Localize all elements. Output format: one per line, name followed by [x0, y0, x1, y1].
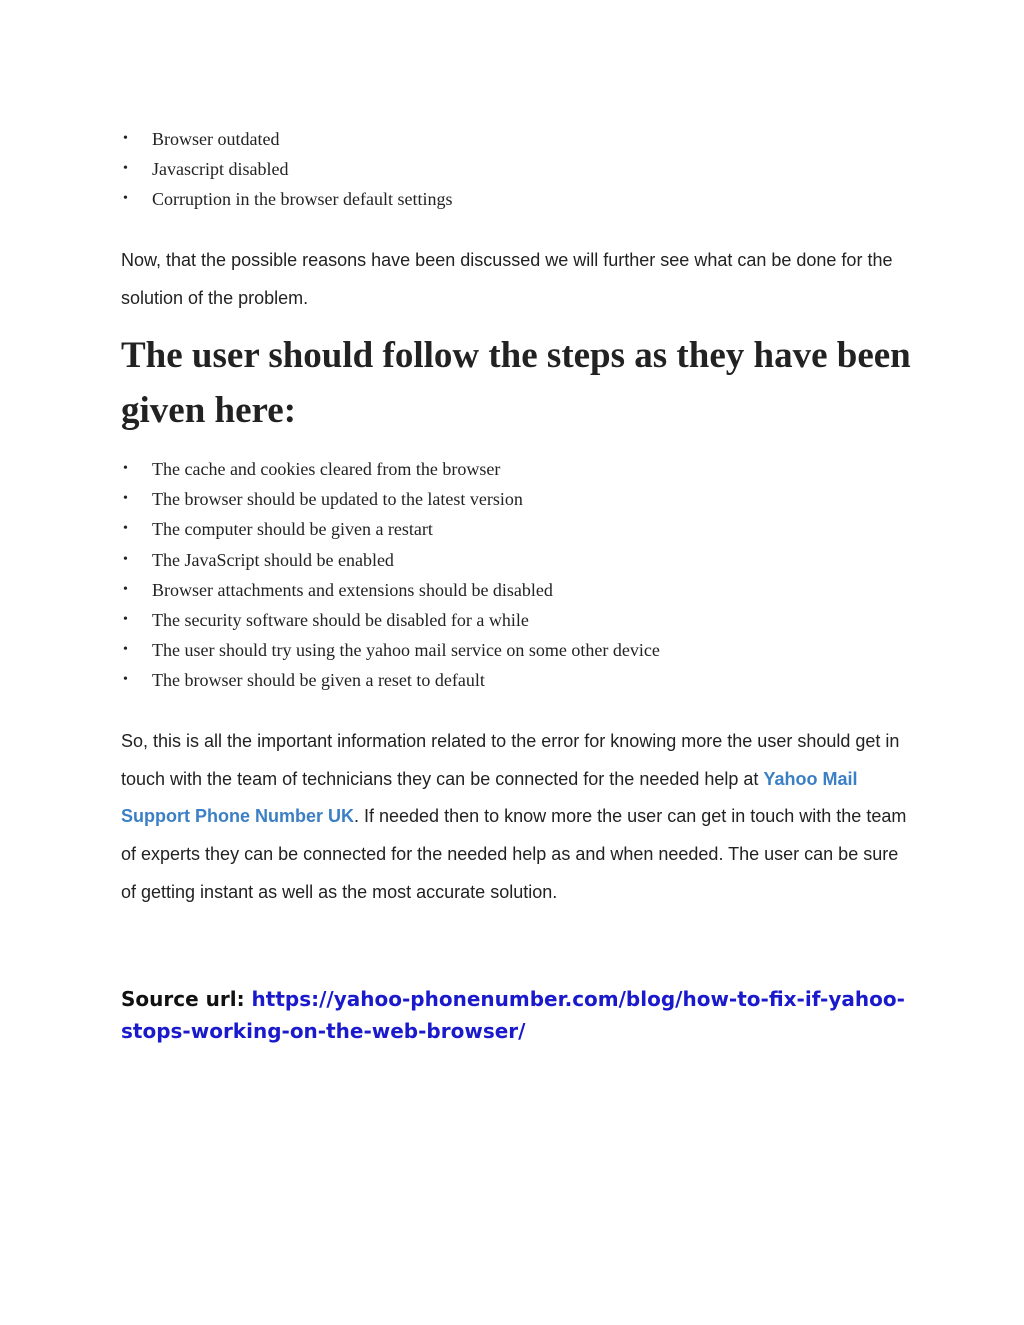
- list-item: [121, 124, 452, 154]
- list-item-text: The security software should be disabled for a while: [152, 609, 529, 630]
- list-item: [121, 665, 660, 695]
- bullet-icon: •: [123, 191, 128, 207]
- list-item-text: The browser should be given a reset to default: [152, 670, 485, 691]
- list-item-text: The browser should be updated to the latest version: [152, 489, 523, 510]
- bullet-icon: •: [123, 161, 128, 177]
- list-item-text: Javascript disabled: [152, 159, 289, 180]
- bullet-icon: •: [123, 551, 128, 567]
- bullet-icon: •: [123, 611, 128, 627]
- support-phone-link[interactable]: Yahoo Mail Support Phone Number UK: [121, 768, 858, 827]
- bullet-icon: •: [123, 642, 128, 658]
- list-item: [121, 154, 452, 184]
- list-item: [121, 635, 660, 665]
- bullet-icon: •: [123, 491, 128, 507]
- closing-text-before-link: So, this is all the important information related to the error for knowing more the user should get in touch with the team of technicians they can be connected for the needed help at: [121, 731, 900, 789]
- list-item: [121, 545, 660, 575]
- source-label: Source url:: [121, 987, 252, 1011]
- bullet-icon: •: [123, 581, 128, 597]
- list-item: [121, 575, 660, 605]
- list-item: [121, 605, 660, 635]
- list-item: [121, 514, 660, 544]
- list-item-text: The computer should be given a restart: [152, 519, 433, 540]
- bullet-icon: •: [123, 131, 128, 146]
- bullet-icon: •: [123, 521, 128, 537]
- list-item-text: The cache and cookies cleared from the browser: [152, 459, 501, 479]
- list-item-text: Corruption in the browser default settings: [152, 189, 453, 210]
- section-heading: The user should follow the steps as they have been given here:: [121, 335, 911, 431]
- closing-paragraph: [121, 723, 911, 912]
- steps-list: [121, 454, 660, 696]
- causes-list: [121, 124, 452, 215]
- source-url-link[interactable]: https://yahoo-phonenumber.com/blog/how-to-fix-if-yahoo-stops-working-on-the-web-browser/: [121, 987, 905, 1043]
- list-item-text: Browser outdated: [152, 129, 280, 149]
- bullet-icon: •: [123, 461, 128, 476]
- list-item: [121, 484, 660, 514]
- list-item-text: The user should try using the yahoo mail service on some other device: [152, 640, 660, 661]
- list-item-text: Browser attachments and extensions should be disabled: [152, 579, 553, 600]
- bullet-icon: •: [123, 672, 128, 688]
- source-line: [121, 983, 911, 1047]
- list-item: [121, 184, 452, 214]
- list-item: [121, 454, 660, 484]
- list-item-text: The JavaScript should be enabled: [152, 549, 394, 570]
- intro-paragraph: Now, that the possible reasons have been discussed we will further see what can be done for the solution of the problem.: [121, 250, 893, 308]
- closing-text-after-link: . If needed then to know more the user can get in touch with the team of experts they can be connected for the needed help as and when needed. The user can be sure of getting instant as well as the most accurate solution.: [121, 806, 907, 902]
